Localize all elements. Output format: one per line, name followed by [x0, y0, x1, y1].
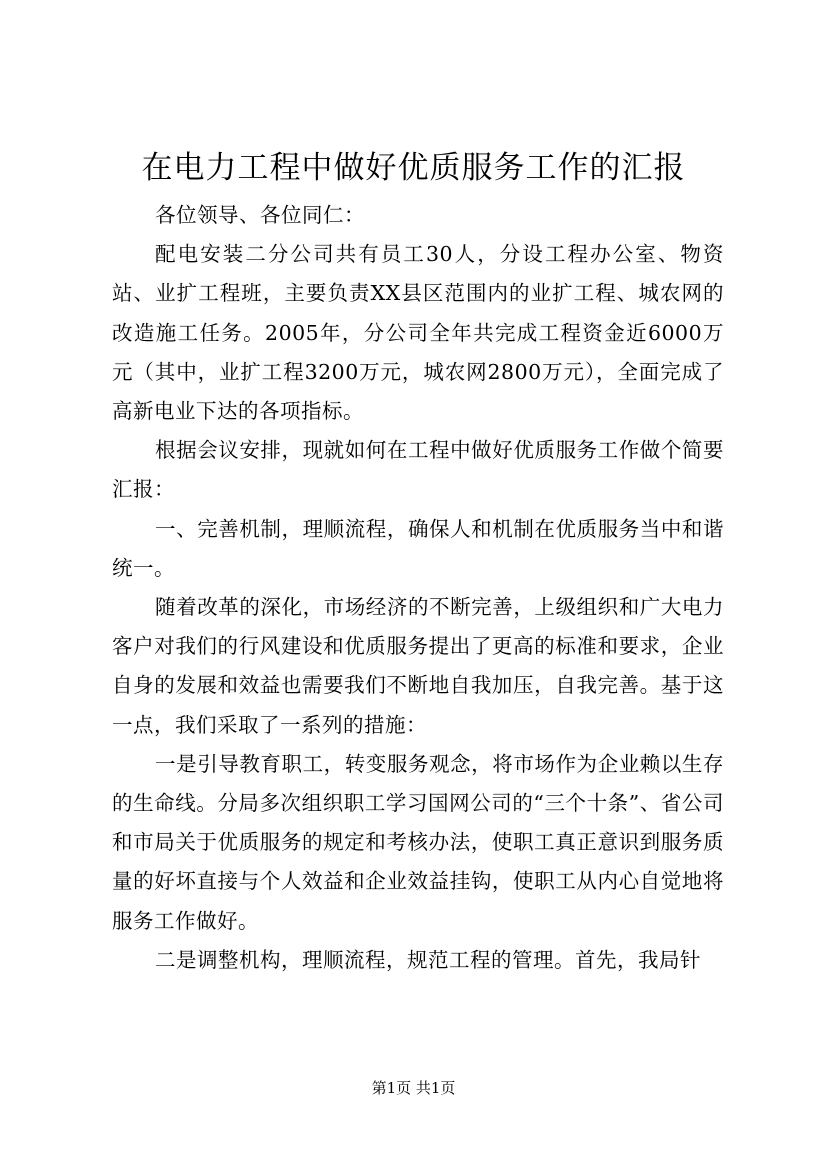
paragraph-reform-context: 随着改革的深化，市场经济的不断完善，上级组织和广大电力客户对我们的行风建设和优质服务提出了更高的标准和要求，企业自身的发展和效益也需要我们不断地自我加压，自我完善。基于这一点，我们采取了一系列的措施： — [112, 595, 724, 737]
paragraph-company-overview: 配电安装二分公司共有员工30人，分设工程办公室、物资站、业扩工程班，主要负责XX县区范围内的业扩工程、城农网的改造施工任务。2005年，分公司全年共完成工程资金近6000万元（其中，业扩工程3200万元，城农网2800万元），全面完成了高新电业下达的各项指标。 — [112, 242, 724, 424]
paragraph-measure-2: 二是调整机构，理顺流程，规范工程的管理。首先，我局针 — [155, 947, 702, 972]
document-title: 在电力工程中做好优质服务工作的汇报 — [141, 150, 686, 186]
paragraph-section-heading-1: 一、完善机制，理顺流程，确保人和机制在优质服务当中和谐统一。 — [112, 516, 724, 580]
paragraph-measure-1: 一是引导教育职工，转变服务观念，将市场作为企业赖以生存的生命线。分局多次组织职工学习国网公司的“三个十条”、省公司和市局关于优质服务的规定和考核办法，使职工真正意识到服务质量的好坏直接与个人效益和企业效益挂钩，使职工从内心自觉地将服务工作做好。 — [112, 751, 724, 933]
document-body — [112, 196, 724, 980]
paragraph-report-intro: 根据会议安排，现就如何在工程中做好优质服务工作做个简要汇报： — [112, 438, 724, 502]
page-footer: 第1页 共1页 — [371, 1079, 456, 1097]
paragraph-salutation: 各位领导、各位同仁： — [155, 203, 366, 227]
